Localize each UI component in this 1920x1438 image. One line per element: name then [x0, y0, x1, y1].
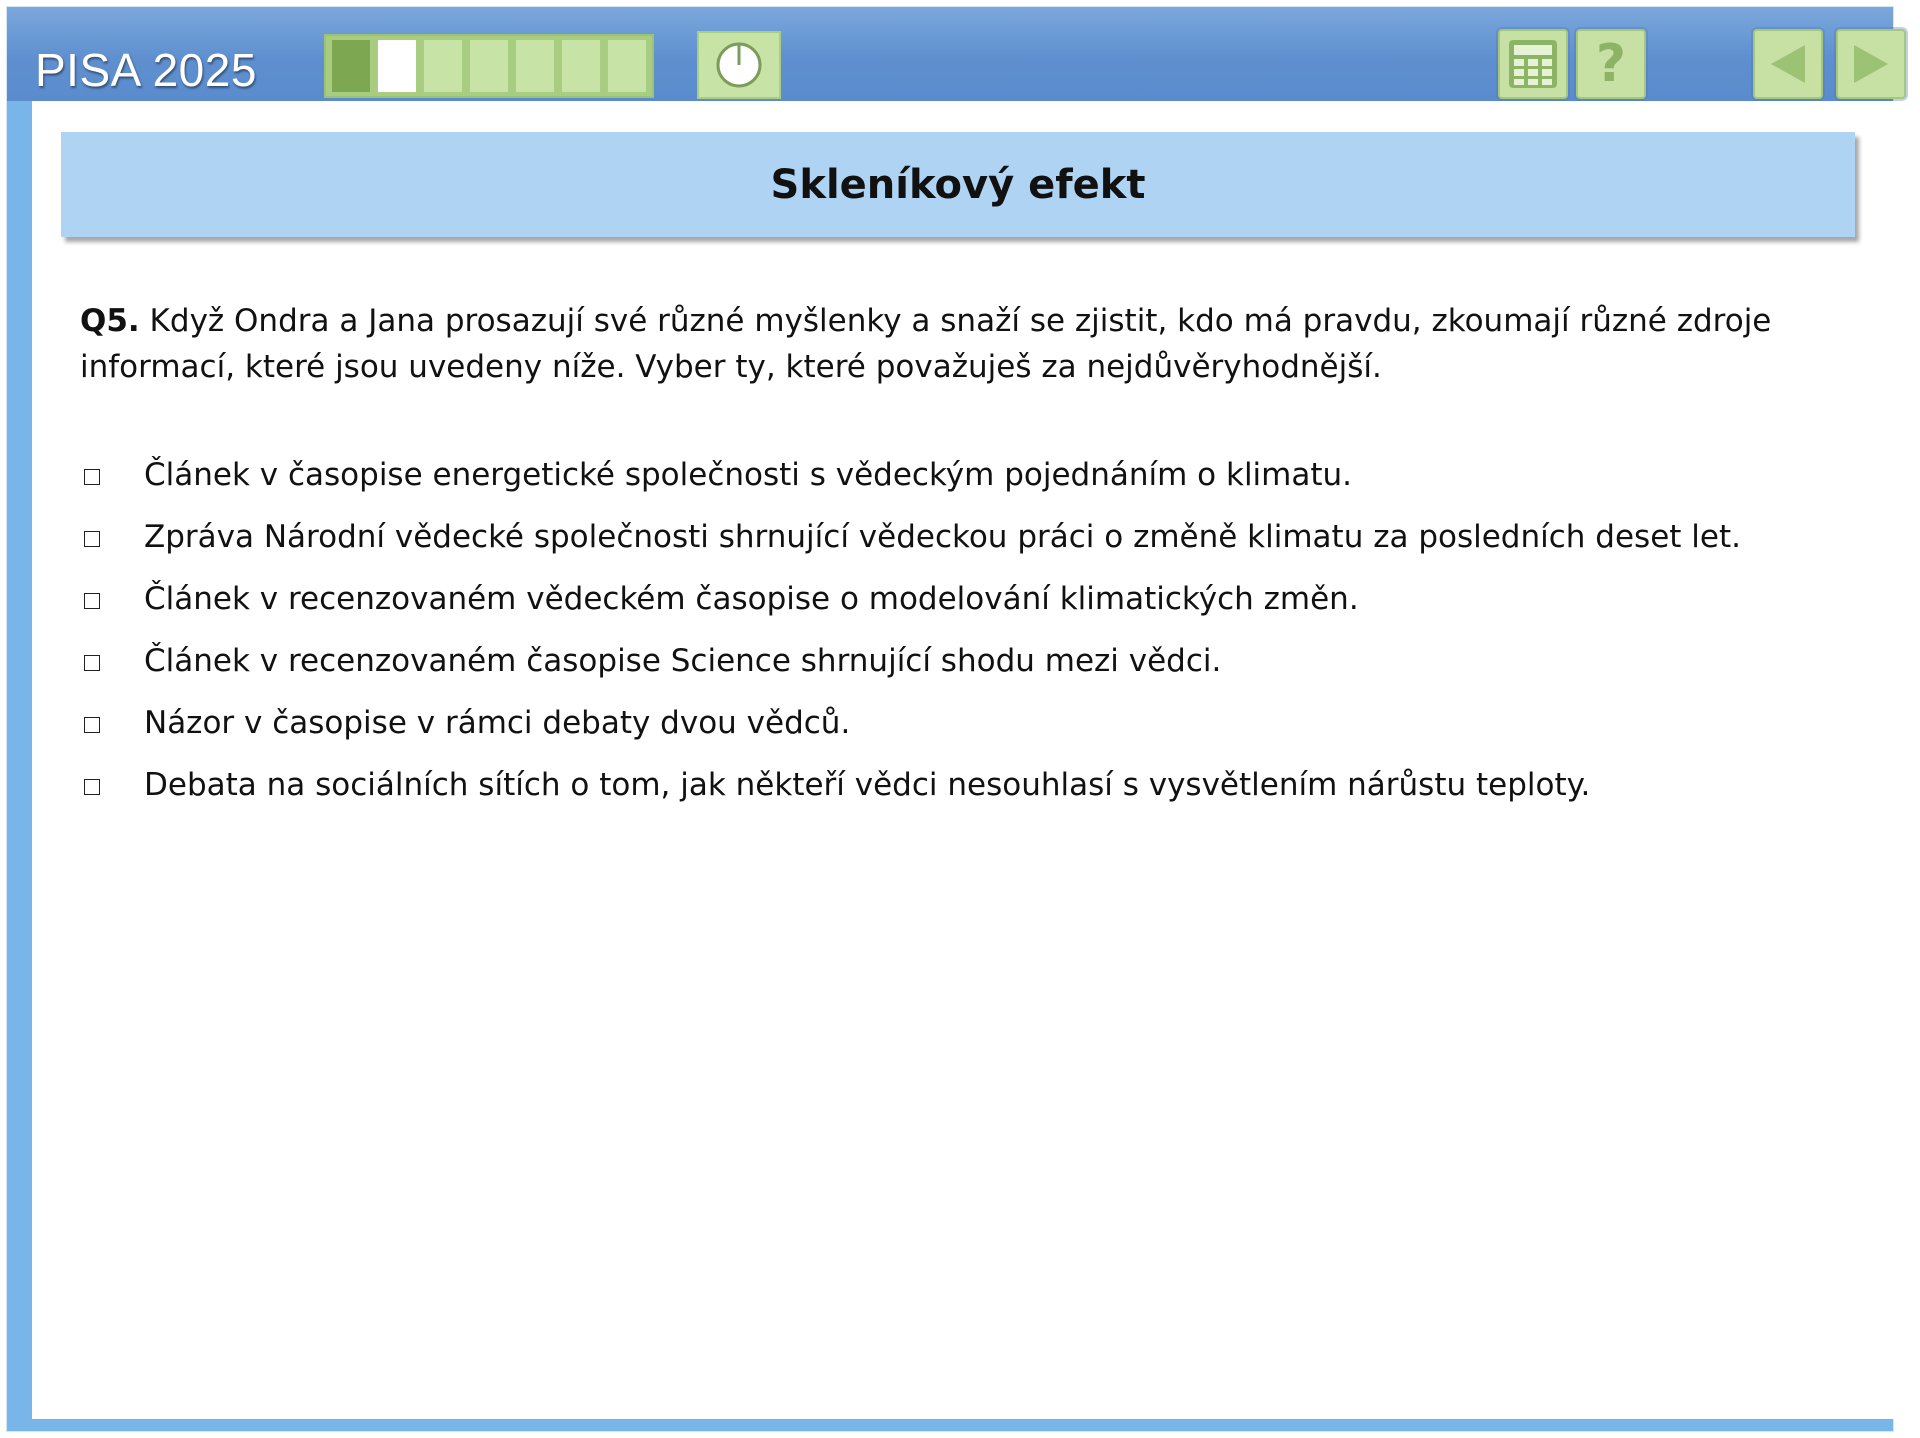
progress-step	[607, 39, 647, 93]
option-label: Článek v recenzovaném časopise Science shrnující shodu mezi vědci.	[144, 643, 1222, 679]
app-title: PISA 2025	[35, 44, 257, 96]
question-number: Q5.	[80, 303, 140, 339]
back-button[interactable]	[1753, 29, 1823, 99]
progress-step	[561, 39, 601, 93]
progress-bar	[324, 34, 654, 98]
answer-option[interactable]	[80, 630, 1840, 692]
answer-option[interactable]	[80, 568, 1840, 630]
timer-button[interactable]	[697, 31, 781, 99]
option-label: Názor v časopise v rámci debaty dvou vědců.	[144, 705, 851, 741]
checkbox[interactable]	[84, 779, 100, 795]
progress-step	[469, 39, 509, 93]
answer-option[interactable]	[80, 444, 1840, 506]
unit-title-banner	[61, 132, 1855, 237]
answer-options	[80, 444, 1840, 816]
progress-step	[331, 39, 371, 93]
checkbox[interactable]	[84, 469, 100, 485]
calculator-button[interactable]	[1498, 29, 1568, 99]
option-label: Zpráva Národní vědecké společnosti shrnující vědeckou práci o změně klimatu za posledních deset let.	[144, 519, 1741, 555]
progress-step	[515, 39, 555, 93]
help-icon: ?	[1595, 34, 1627, 94]
clock-icon	[714, 40, 764, 90]
top-toolbar	[7, 7, 1893, 101]
answer-option[interactable]	[80, 692, 1840, 754]
next-button[interactable]	[1836, 29, 1906, 99]
answer-option[interactable]	[80, 754, 1840, 816]
question-prompt	[80, 298, 1820, 390]
progress-step-current	[377, 39, 417, 93]
help-button[interactable]	[1576, 29, 1646, 99]
page-title: Skleníkový efekt	[770, 161, 1146, 208]
checkbox[interactable]	[84, 655, 100, 671]
option-label: Článek v recenzovaném vědeckém časopise o modelování klimatických změn.	[144, 581, 1359, 617]
progress-step	[423, 39, 463, 93]
next-arrow-icon	[1846, 39, 1896, 89]
checkbox[interactable]	[84, 717, 100, 733]
question-text: Když Ondra a Jana prosazují své různé myšlenky a snaží se zjistit, kdo má pravdu, zkoumají různé zdroje informací, které jsou uvedeny níže. Vyber ty, které považuješ za nejdůvěryhodnější.	[80, 303, 1772, 385]
answer-option[interactable]	[80, 506, 1840, 568]
checkbox[interactable]	[84, 531, 100, 547]
option-label: Debata na sociálních sítích o tom, jak někteří vědci nesouhlasí s vysvětlením nárůstu teploty.	[144, 767, 1591, 803]
back-arrow-icon	[1763, 39, 1813, 89]
checkbox[interactable]	[84, 593, 100, 609]
calculator-icon	[1506, 37, 1560, 91]
option-label: Článek v časopise energetické společnosti s vědeckým pojednáním o klimatu.	[144, 457, 1353, 493]
